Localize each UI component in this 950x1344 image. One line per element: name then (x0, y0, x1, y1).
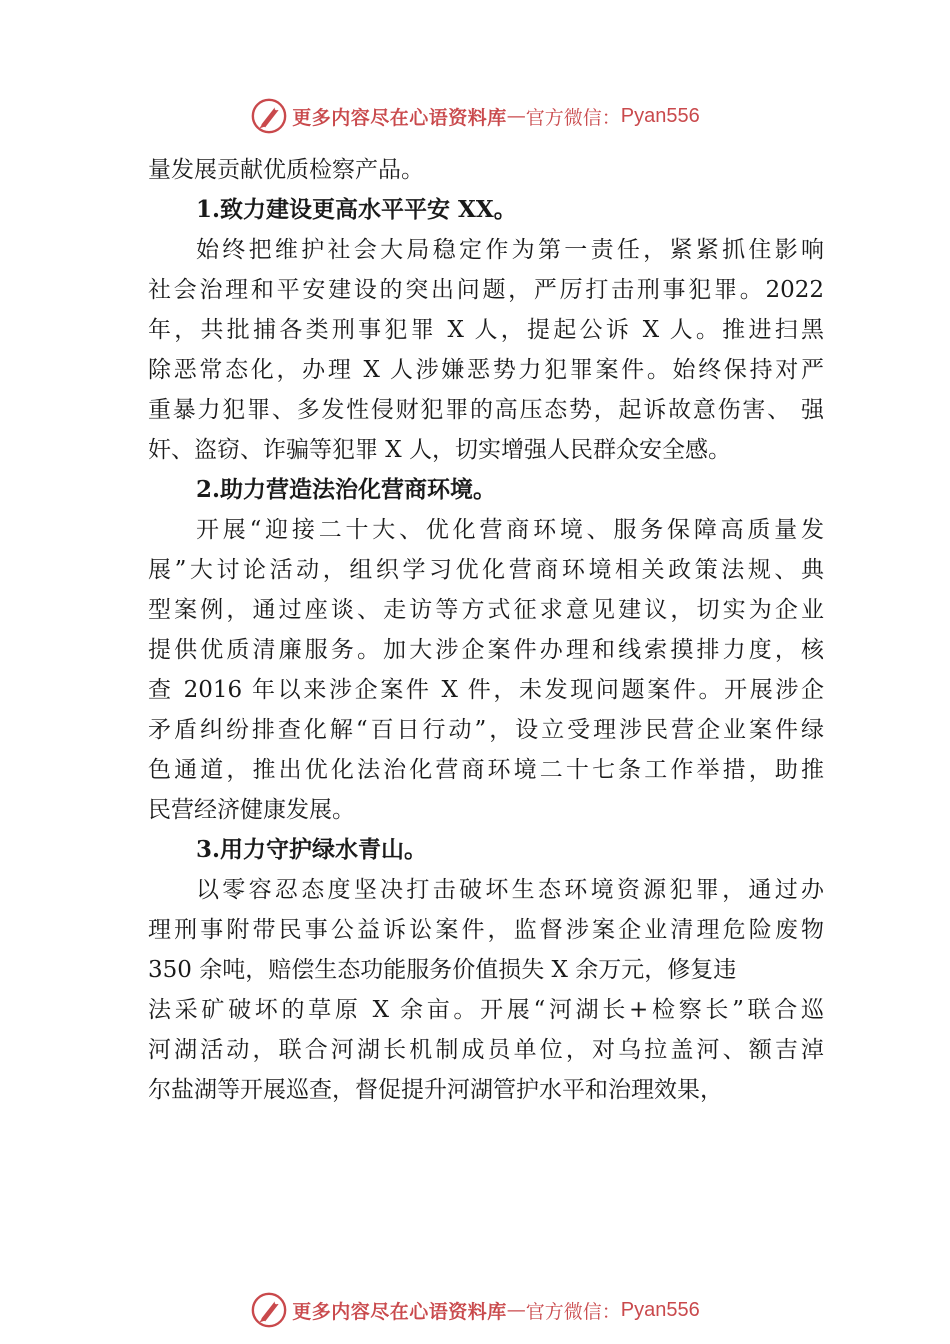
wechat-id: Pyan556 (620, 1298, 700, 1321)
paragraph-line: 始终把维护社会大局稳定作为第一责任，紧紧抓住影响 (196, 237, 824, 263)
paragraph-line: 350 余吨，赔偿生态功能服务价值损失 X 余万元，修复违 (148, 957, 737, 983)
paragraph-line: 展”大讨论活动，组织学习优化营商环境相关政策法规、典 (148, 557, 824, 583)
pen-logo-icon (250, 1291, 288, 1329)
separator: — (506, 105, 526, 127)
wechat-id: Pyan556 (620, 104, 700, 127)
paragraph-line: 色通道，推出优化法治化营商环境二十七条工作举措，助推 (148, 757, 824, 783)
header-watermark (0, 94, 950, 138)
paragraph-line: 法采矿破坏的草原 X 余亩。开展“河湖长+检察长”联合巡 (148, 997, 824, 1023)
paragraph-line: 社会治理和平安建设的突出问题，严厉打击刑事犯罪。2022 (148, 277, 824, 303)
footer-watermark (0, 1288, 950, 1332)
wechat-label: 官方微信： (525, 1300, 621, 1323)
paragraph-line: 开展“迎接二十大、优化营商环境、服务保障高质量发 (196, 517, 824, 543)
section-heading-2: 2.助力营造法治化营商环境。 (196, 476, 497, 503)
paragraph-line: 民营经济健康发展。 (148, 797, 355, 823)
paragraph-line: 年，共批捕各类刑事犯罪 X 人，提起公诉 X 人。推进扫黑 (148, 317, 824, 343)
paragraph-line: 量发展贡献优质检察产品。 (148, 157, 424, 183)
paragraph-line: 奸、盗窃、诈骗等犯罪 X 人，切实增强人民群众安全感。 (148, 437, 731, 463)
paragraph-line: 重暴力犯罪、多发性侵财犯罪的高压态势，起诉故意伤害、 强 (148, 397, 824, 423)
separator: — (506, 1299, 526, 1321)
brand-text: 更多内容尽在心语资料库 (292, 1300, 507, 1323)
paragraph-line: 除恶常态化，办理 X 人涉嫌恶势力犯罪案件。始终保持对严 (148, 357, 824, 383)
section-heading-1: 1.致力建设更高水平平安 XX。 (196, 196, 517, 223)
document-body (148, 150, 824, 1110)
section-heading-3: 3.用力守护绿水青山。 (196, 836, 428, 863)
paragraph-line: 矛盾纠纷排查化解“百日行动”，设立受理涉民营企业案件绿 (148, 717, 824, 743)
wechat-label: 官方微信： (525, 106, 621, 129)
brand-text: 更多内容尽在心语资料库 (292, 106, 507, 129)
paragraph-line: 查 2016 年以来涉企案件 X 件，未发现问题案件。开展涉企 (148, 677, 824, 703)
paragraph-line: 以零容忍态度坚决打击破坏生态环境资源犯罪，通过办 (196, 877, 824, 903)
paragraph-line: 尔盐湖等开展巡查，督促提升河湖管护水平和治理效果， (148, 1077, 723, 1103)
pen-logo-icon (250, 97, 288, 135)
paragraph-line: 理刑事附带民事公益诉讼案件，监督涉案企业清理危险废物 (148, 917, 824, 943)
paragraph-line: 提供优质清廉服务。加大涉企案件办理和线索摸排力度，核 (148, 637, 824, 663)
paragraph-line: 型案例，通过座谈、走访等方式征求意见建议，切实为企业 (148, 597, 824, 623)
paragraph-line: 河湖活动，联合河湖长机制成员单位，对乌拉盖河、额吉淖 (148, 1037, 824, 1063)
